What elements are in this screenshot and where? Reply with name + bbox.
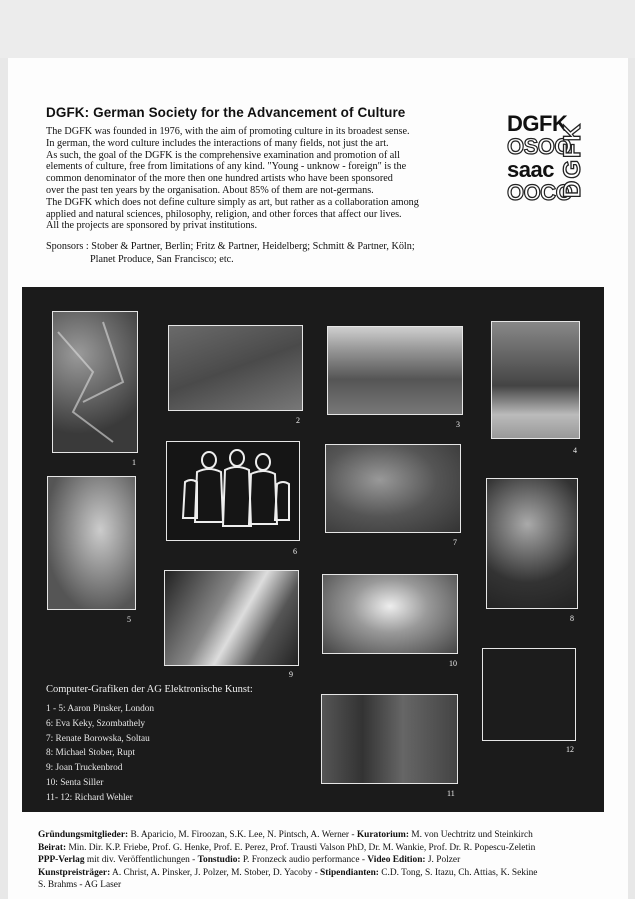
artwork-3 [327, 326, 463, 415]
intro-line: applied and natural sciences, philosophy, religion, and other forces that affect our lives. [46, 208, 402, 220]
intro-line: elements of culture, free from limitations of any kind. "Young - unknow - foreign" is the [46, 161, 407, 173]
logo-vertical: DGFK [559, 122, 586, 198]
artwork-4 [491, 321, 580, 439]
credit-item: 10: Senta Siller [46, 777, 104, 788]
logo-row: OOCO [507, 180, 573, 205]
credits-title: Computer-Grafiken der AG Elektronische Kunst: [46, 684, 253, 695]
credit-item: 7: Renate Borowska, Soltau [46, 733, 150, 744]
credit-item: 8: Michael Stober, Rupt [46, 748, 135, 759]
sponsors-line: Planet Produce, San Francisco; etc. [90, 254, 234, 265]
logo-row: DGFK [507, 111, 568, 136]
artwork-5 [47, 476, 136, 610]
artwork-11 [321, 694, 458, 784]
footer-line: Gründungsmitglieder: B. Aparicio, M. Firoozan, S.K. Lee, N. Pintsch, A. Werner - Kuratorium: M. von Uechtritz und Steinkirch [38, 830, 533, 840]
artwork-1 [52, 311, 138, 453]
artwork-10 [322, 574, 458, 654]
artwork-number: 5 [127, 615, 131, 624]
intro-text [46, 126, 441, 232]
artwork-2 [168, 325, 303, 411]
credit-item: 1 - 5: Aaron Pinsker, London [46, 704, 155, 714]
footer [38, 829, 537, 892]
intro-line: All the projects are sponsored by privat institutions. [46, 220, 258, 232]
intro-line: As such, the goal of the DGFK is the comprehensive examination and promotion of all [46, 149, 400, 161]
sponsors-line: Sponsors : Stober & Partner, Berlin; Fritz & Partner, Heidelberg; Schmitt & Partner, Köln; [46, 241, 415, 252]
artwork-number: 1 [132, 458, 136, 467]
artwork-number: 2 [296, 416, 300, 425]
credits-list [46, 702, 154, 806]
credit-item: 9: Joan Truckenbrod [46, 763, 123, 774]
artwork-number: 6 [293, 547, 297, 556]
artwork-number: 3 [456, 420, 460, 429]
intro-line: over the past ten years by the organisation. About 85% of them are not-germans. [46, 184, 374, 196]
artwork-6 [166, 441, 300, 541]
footer-line: Beirat: Min. Dir. K.P. Friebe, Prof. G. Henke, Prof. E. Perez, Prof. Trausti Valson PhD, Dr. M. Wankie, Prof. Dr. R. Popescu-Zeletin [38, 842, 536, 853]
artwork-number: 7 [453, 538, 457, 547]
intro-line: The DGFK was founded in 1976, with the aim of promoting culture in its broadest sense. [46, 126, 410, 137]
scanner-border [0, 0, 635, 58]
artwork-number: 4 [573, 446, 577, 455]
sponsors [46, 240, 415, 266]
credit-item: 11- 12: Richard Wehler [46, 792, 133, 803]
logo-row: OSOO [507, 134, 572, 159]
dgfk-logo [507, 112, 597, 207]
artwork-number: 10 [449, 659, 457, 668]
intro-line: The DGFK which does not define culture simply as art, but rather as a collaboration among [46, 196, 419, 208]
intro-line: In german, the word culture includes the interactions of many fields, not just the art. [46, 137, 389, 149]
artwork-number: 12 [566, 745, 574, 754]
logo-row: saac [507, 157, 554, 182]
footer-line: S. Brahms - AG Laser [38, 880, 122, 891]
artwork-7 [325, 444, 461, 533]
intro-line: common denominator of the more then one hundred artists who have been sponsored [46, 173, 393, 185]
footer-line: PPP-Verlag mit div. Veröffentlichungen - Tonstudio: P. Fronzeck audio performance - Video Edition: J. Polzer [38, 855, 461, 866]
artwork-number: 9 [289, 670, 293, 679]
artwork-8 [486, 478, 578, 609]
artwork-number: 8 [570, 614, 574, 623]
artwork-9 [164, 570, 299, 666]
page-title: DGFK: German Society for the Advancement of Culture [46, 105, 406, 120]
credit-item: 6: Eva Keky, Szombathely [46, 718, 146, 729]
footer-line: Kunstpreisträger: A. Christ, A. Pinsker, J. Polzer, M. Stober, D. Yacoby - Stipendianten: C.D. Tong, S. Itazu, Ch. Attias, K. Sekine [38, 867, 538, 878]
artwork-number: 11 [447, 789, 455, 798]
artwork-12 [482, 648, 576, 741]
